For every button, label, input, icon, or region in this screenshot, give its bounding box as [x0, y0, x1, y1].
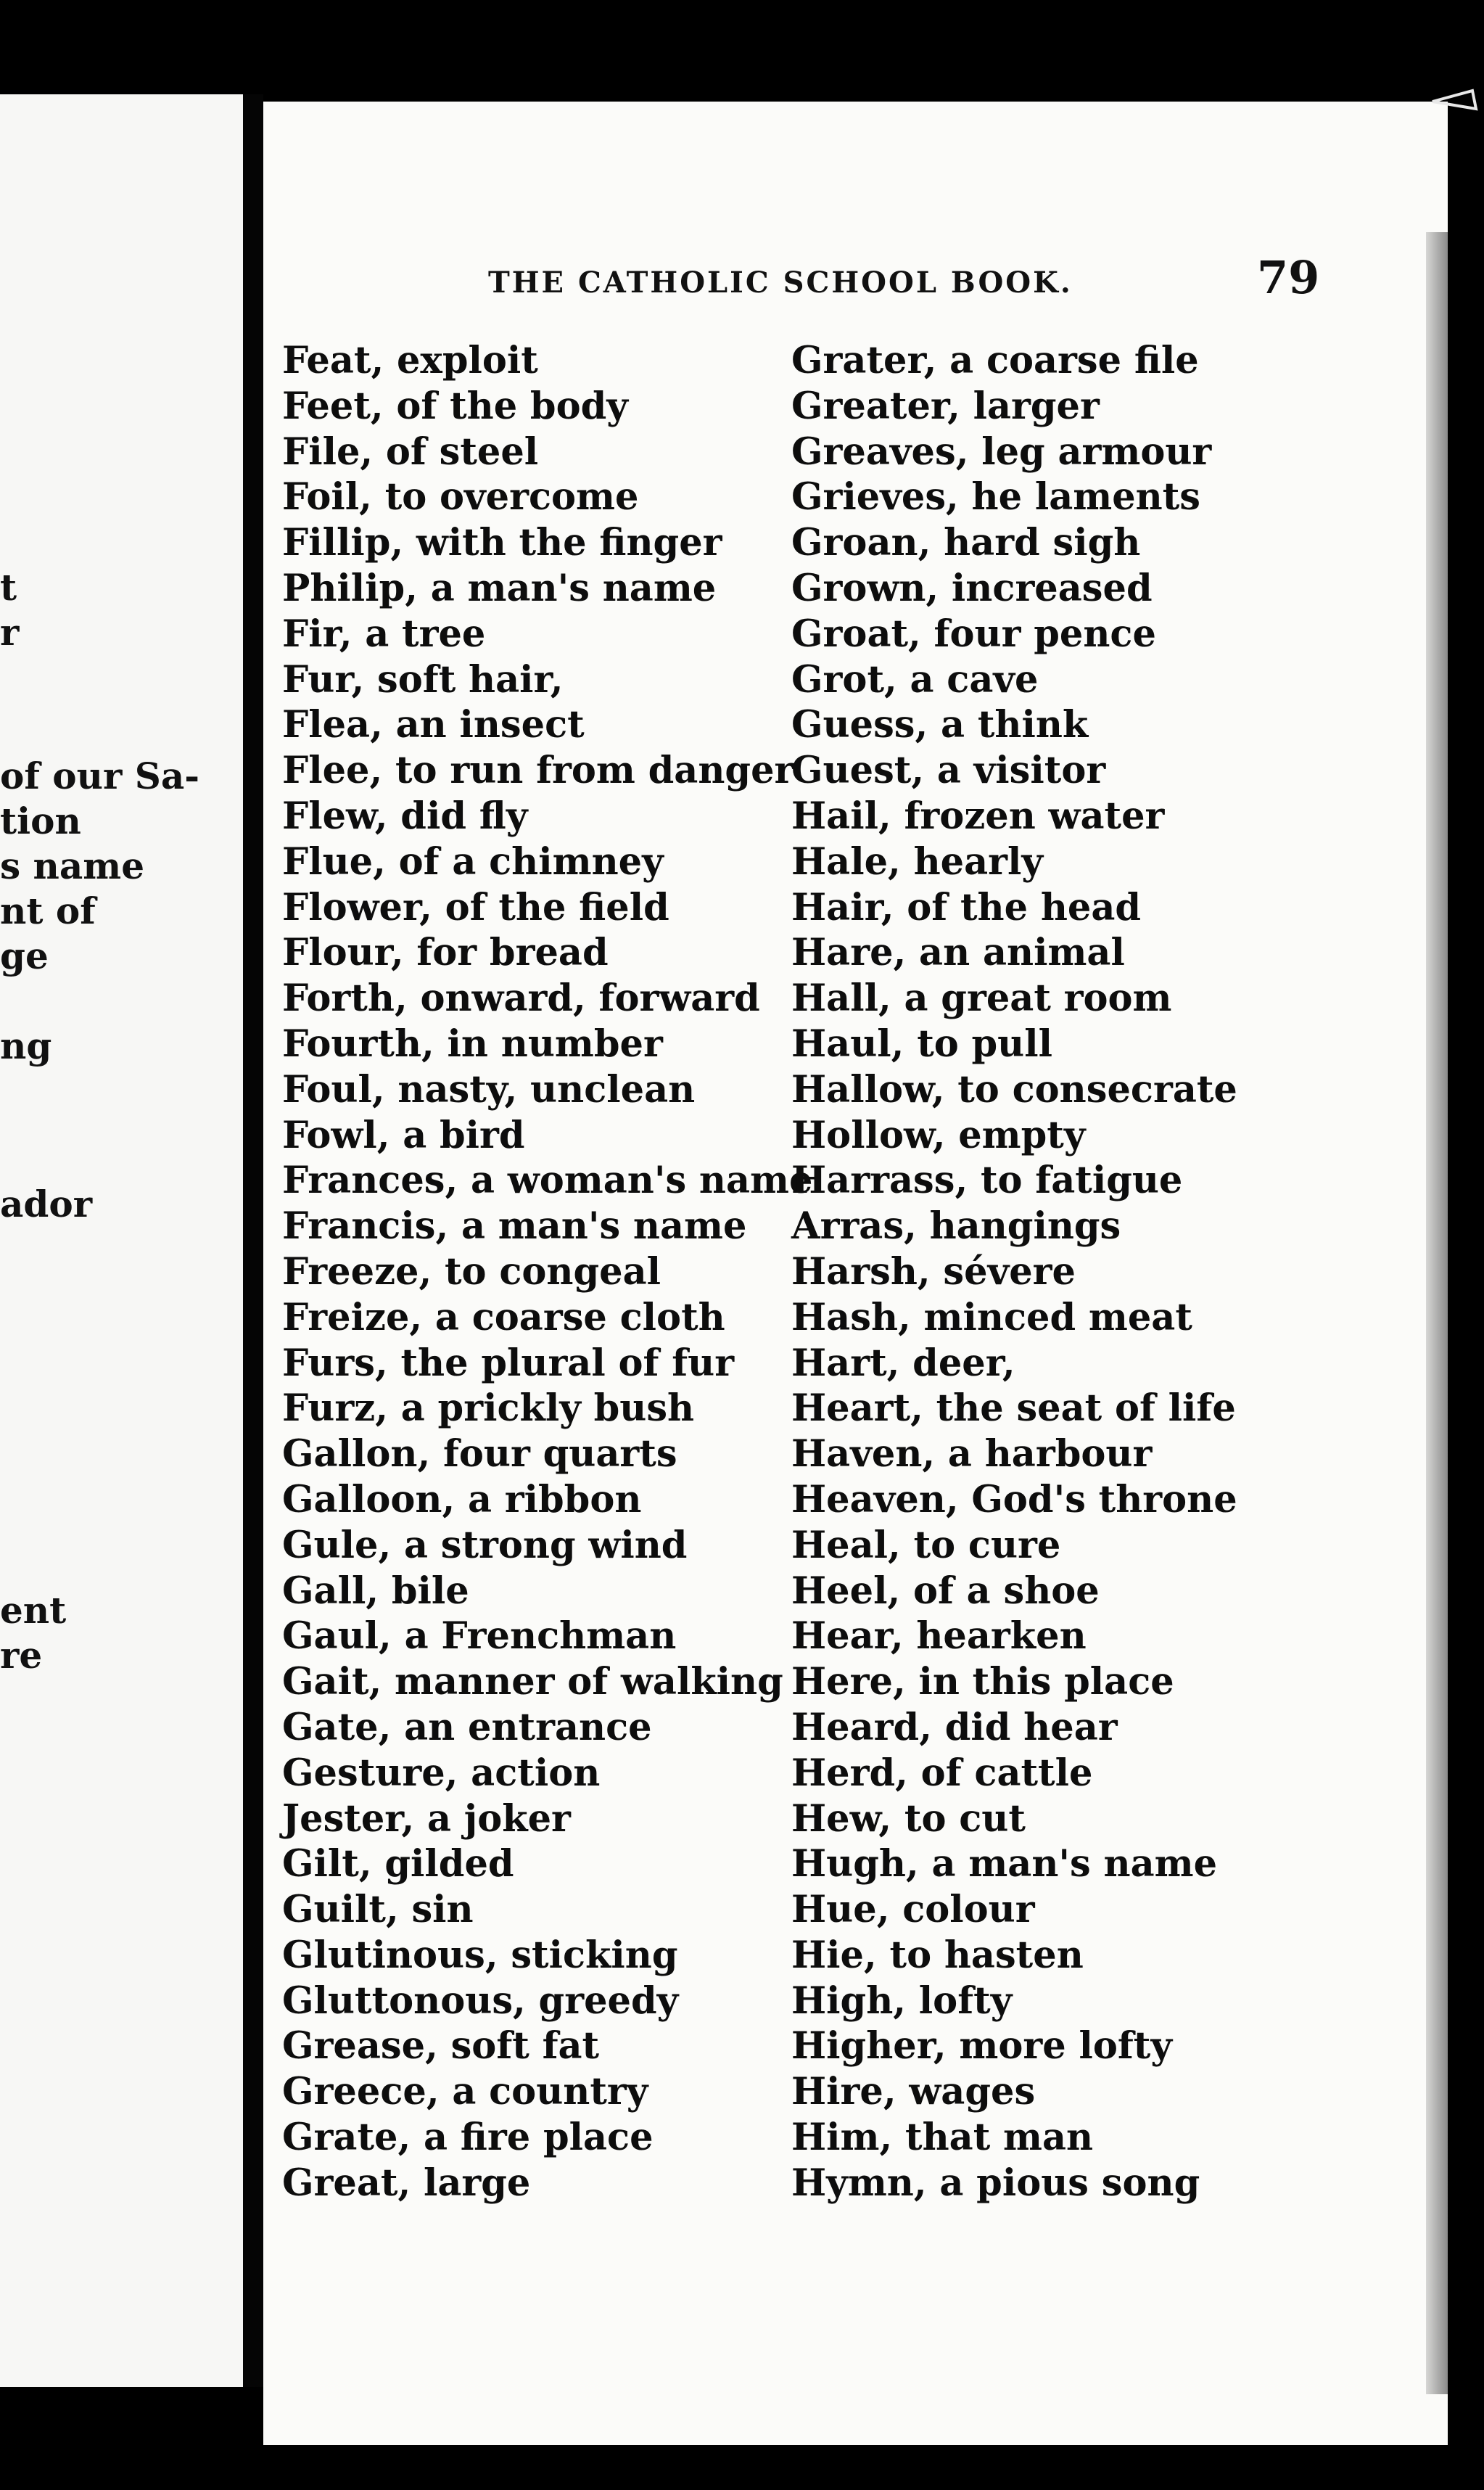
word-entry: Greece, a country: [282, 2070, 648, 2114]
word-entry: Hollow, empty: [791, 1113, 1086, 1157]
word-entry: Flower, of the field: [282, 885, 669, 929]
word-entry: Grot, a cave: [791, 657, 1039, 702]
book-gutter: [243, 94, 263, 2387]
word-entry: Greaves, leg armour: [791, 430, 1212, 474]
word-entry: Heel, of a shoe: [791, 1569, 1100, 1613]
word-entry: Hale, hearly: [791, 839, 1044, 884]
running-title: THE CATHOLIC SCHOOL BOOK.: [488, 266, 1073, 300]
word-entry: Hie, to hasten: [791, 1933, 1084, 1977]
left-page-fragment: ent: [0, 1589, 67, 1632]
page-header: [263, 251, 1448, 319]
word-entry: Gate, an entrance: [282, 1705, 652, 1749]
left-page-fragment: ge: [0, 934, 49, 977]
word-entry: Hear, hearken: [791, 1614, 1087, 1659]
left-page-fragment: re: [0, 1634, 43, 1677]
word-entry: Heaven, God's throne: [791, 1477, 1237, 1521]
word-entry: Feat, exploit: [282, 339, 538, 382]
word-entry: Grown, increased: [791, 566, 1153, 610]
word-entry: Hallow, to consecrate: [791, 1067, 1237, 1112]
word-entry: Haven, a harbour: [791, 1432, 1153, 1476]
left-page-fragment: ador: [0, 1183, 93, 1225]
word-entry: Foil, to overcome: [282, 475, 639, 519]
word-entry: Flue, of a chimney: [282, 839, 664, 884]
book-page: [263, 102, 1448, 2445]
word-entry: Gait, manner of walking: [282, 1660, 783, 1704]
word-entry: Here, in this place: [791, 1660, 1174, 1704]
left-page-fragment: ng: [0, 1024, 52, 1067]
word-entry: Heal, to cure: [791, 1523, 1061, 1567]
word-entry: Heart, the seat of life: [791, 1386, 1236, 1431]
word-entry: Gall, bile: [282, 1569, 469, 1613]
word-entry: Francis, a man's name: [282, 1204, 747, 1249]
word-entry: Furz, a prickly bush: [282, 1386, 695, 1431]
word-entry: Hart, deer,: [791, 1341, 1015, 1385]
word-entry: Guilt, sin: [282, 1888, 474, 1932]
word-entry: Hue, colour: [791, 1888, 1035, 1932]
word-entry: Fillip, with the finger: [282, 521, 722, 565]
word-entry: Higher, more lofty: [791, 2024, 1172, 2068]
page-number: 79: [1257, 251, 1320, 304]
word-entry: Hugh, a man's name: [791, 1842, 1218, 1886]
word-entry: Forth, onward, forward: [282, 977, 760, 1021]
word-entry: Hair, of the head: [791, 885, 1142, 929]
word-entry: Hew, to cut: [791, 1796, 1026, 1841]
word-entry: Harsh, sévere: [791, 1249, 1076, 1294]
word-list-left-column: [282, 338, 813, 2206]
word-entry: Gaul, a Frenchman: [282, 1614, 677, 1659]
word-entry: Grease, soft fat: [282, 2024, 600, 2068]
facing-page-left: [0, 94, 243, 2387]
word-entry: High, lofty: [791, 1979, 1013, 2023]
word-entry: Hail, frozen water: [791, 794, 1165, 838]
word-entry: Groan, hard sigh: [791, 521, 1141, 565]
page-edge-shadow: [1426, 232, 1448, 2394]
word-entry: Flee, to run from danger: [282, 749, 794, 793]
left-page-fragment: tion: [0, 800, 81, 842]
word-entry: Philip, a man's name: [282, 566, 717, 610]
word-entry: Greater, larger: [791, 384, 1100, 428]
page-corner-fold-icon: [1429, 87, 1480, 160]
word-entry: Hymn, a pious song: [791, 2161, 1200, 2205]
left-page-fragment: t: [0, 566, 17, 609]
word-entry: Jester, a joker: [282, 1796, 571, 1841]
word-entry: Fowl, a bird: [282, 1113, 525, 1157]
word-entry: Gesture, action: [282, 1751, 601, 1795]
word-entry: Hare, an animal: [791, 931, 1125, 975]
word-entry: Heard, did hear: [791, 1705, 1118, 1749]
word-entry: Flew, did fly: [282, 794, 528, 838]
word-entry: Hire, wages: [791, 2070, 1036, 2114]
word-entry: Guess, a think: [791, 703, 1089, 747]
word-entry: Fir, a tree: [282, 612, 486, 656]
word-entry: Frances, a woman's name: [282, 1159, 813, 1203]
word-entry: Herd, of cattle: [791, 1751, 1093, 1795]
word-entry: Grate, a fire place: [282, 2116, 654, 2160]
word-entry: Foul, nasty, unclean: [282, 1067, 696, 1112]
word-entry: Guest, a visitor: [791, 749, 1106, 793]
left-page-fragment: r: [0, 611, 20, 654]
word-entry: Flea, an insect: [282, 703, 585, 747]
word-entry: Freeze, to congeal: [282, 1249, 661, 1294]
word-entry: Great, large: [282, 2161, 531, 2205]
word-entry: Gallon, four quarts: [282, 1432, 677, 1476]
word-entry: Hall, a great room: [791, 977, 1172, 1021]
word-entry: File, of steel: [282, 430, 539, 474]
word-entry: Glutinous, sticking: [282, 1933, 678, 1977]
word-entry: Grieves, he laments: [791, 475, 1201, 519]
word-entry: Fourth, in number: [282, 1022, 663, 1066]
word-entry: Gule, a strong wind: [282, 1523, 688, 1567]
word-entry: Flour, for bread: [282, 931, 609, 975]
word-entry: Arras, hangings: [791, 1204, 1121, 1249]
word-entry: Galloon, a ribbon: [282, 1477, 642, 1521]
word-entry: Furs, the plural of fur: [282, 1341, 735, 1385]
word-entry: Feet, of the body: [282, 384, 628, 428]
word-entry: Freize, a coarse cloth: [282, 1295, 725, 1339]
word-entry: Hash, minced meat: [791, 1295, 1192, 1339]
word-entry: Grater, a coarse file: [791, 339, 1199, 382]
left-page-fragment: of our Sa-: [0, 755, 199, 797]
left-page-fragment: s name: [0, 845, 145, 887]
word-entry: Him, that man: [791, 2116, 1094, 2160]
word-entry: Haul, to pull: [791, 1022, 1053, 1066]
word-list-right-column: [791, 338, 1314, 2206]
word-entry: Gluttonous, greedy: [282, 1979, 679, 2023]
word-entry: Harrass, to fatigue: [791, 1159, 1183, 1203]
word-entry: Groat, four pence: [791, 612, 1156, 656]
word-entry: Gilt, gilded: [282, 1842, 514, 1886]
word-entry: Fur, soft hair,: [282, 657, 564, 702]
left-page-fragment: nt of: [0, 889, 96, 932]
